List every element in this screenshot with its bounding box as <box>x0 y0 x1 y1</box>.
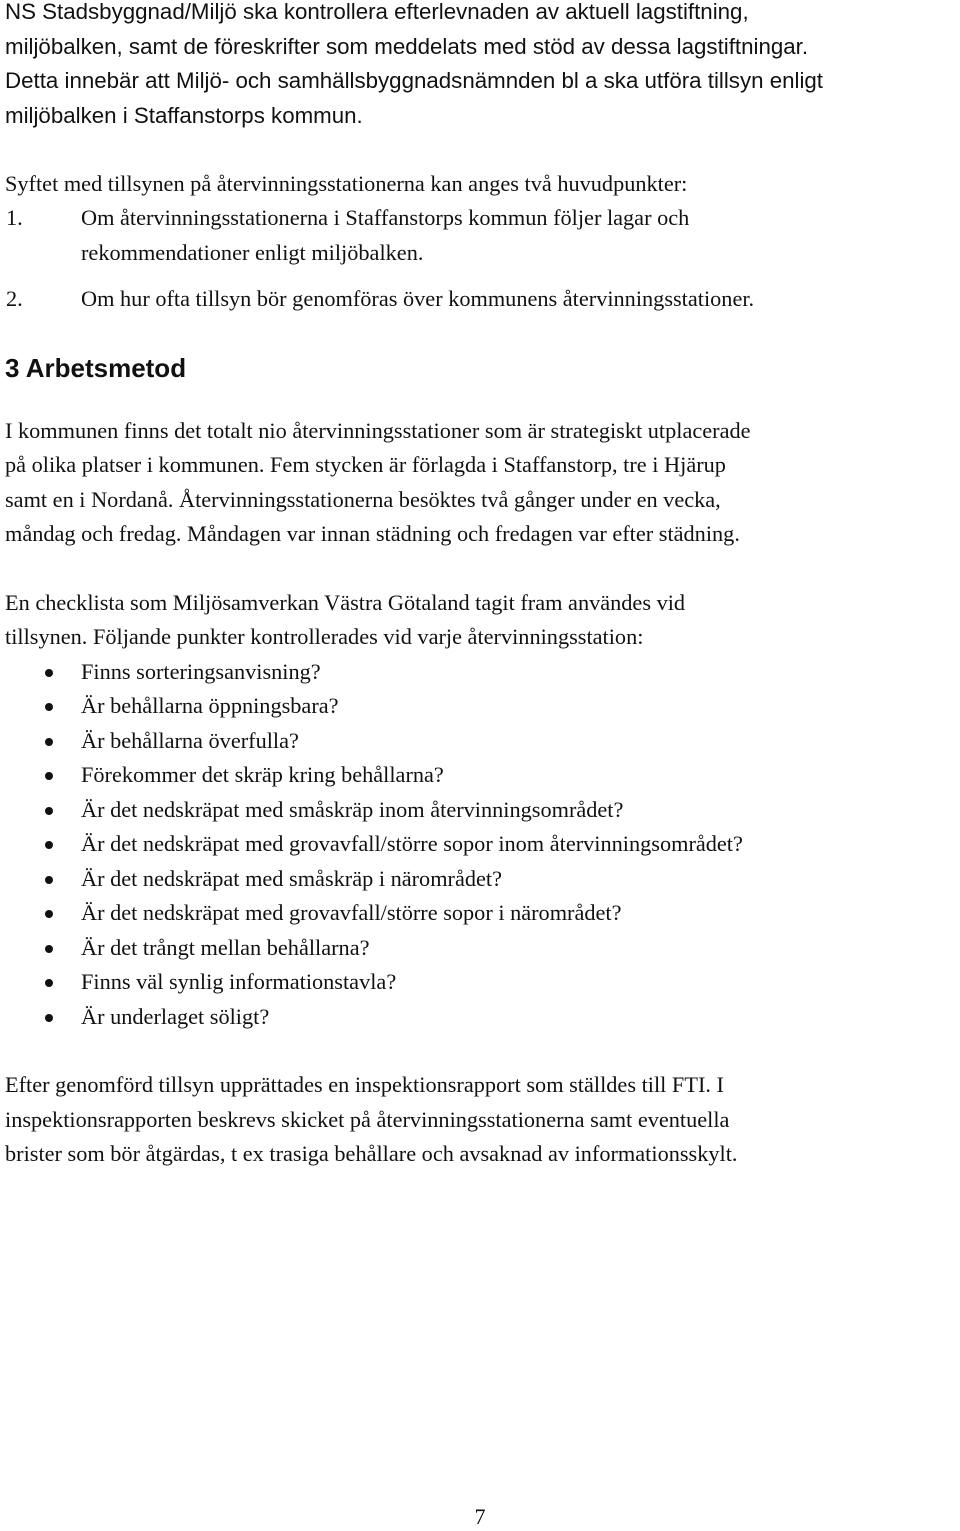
closing-paragraph <box>5 1068 960 1172</box>
section-heading: 3 Arbetsmetod <box>5 352 187 383</box>
checklist-item-text: Är det nedskräpat med grovavfall/större sopor i närområdet? <box>81 900 622 926</box>
bullet-icon <box>45 841 53 849</box>
checklist-item <box>5 965 960 1000</box>
checklist-item <box>5 758 960 793</box>
intro-line: miljöbalken i Staffanstorps kommun. <box>5 103 363 129</box>
intro-line: Detta innebär att Miljö- och samhällsbyggnadsnämnden bl a ska utföra tillsyn enligt <box>5 68 823 94</box>
checklist-intro-line: tillsynen. Följande punkter kontrollerades vid varje återvinningsstation: <box>5 624 644 650</box>
document-page <box>5 0 960 1172</box>
bullet-icon <box>45 979 53 987</box>
checklist-item <box>5 1000 960 1035</box>
bullet-icon <box>45 945 53 953</box>
closing-line: brister som bör åtgärdas, t ex trasiga behållare och avsaknad av informationsskylt. <box>5 1141 738 1167</box>
checklist-item <box>5 896 960 931</box>
closing-line: Efter genomförd tillsyn upprättades en inspektionsrapport som ställdes till FTI. I <box>5 1072 724 1098</box>
bullet-icon <box>45 772 53 780</box>
purpose-item-line: Om återvinningsstationerna i Staffanstorps kommun följer lagar och <box>81 205 690 231</box>
checklist-item <box>5 655 960 690</box>
method-paragraph <box>5 414 960 552</box>
bullet-icon <box>45 807 53 815</box>
intro-line: miljöbalken, samt de föreskrifter som meddelats med stöd av dessa lagstiftningar. <box>5 33 809 59</box>
checklist-item <box>5 793 960 828</box>
checklist-item <box>5 689 960 724</box>
intro-line: NS Stadsbyggnad/Miljö ska kontrollera efterlevnaden av aktuell lagstiftning, <box>5 0 749 24</box>
bullet-icon <box>45 910 53 918</box>
method-line: I kommunen finns det totalt nio återvinningsstationer som är strategiskt utplacerade <box>5 417 751 443</box>
checklist-item <box>5 724 960 759</box>
checklist-item-text: Förekommer det skräp kring behållarna? <box>81 762 444 788</box>
checklist <box>5 655 960 1035</box>
checklist-item-text: Är det nedskräpat med småskräp i närområdet? <box>81 865 503 891</box>
closing-line: inspektionsrapporten beskrevs skicket på återvinningsstationerna samt eventuella <box>5 1106 730 1132</box>
method-line: samt en i Nordanå. Återvinningsstationerna besöktes två gånger under en vecka, <box>5 486 721 512</box>
method-line: måndag och fredag. Måndagen var innan städning och fredagen var efter städning. <box>5 521 740 547</box>
checklist-item-text: Finns väl synlig informationstavla? <box>81 969 397 995</box>
checklist-item-text: Är det nedskräpat med småskräp inom återvinningsområdet? <box>81 796 624 822</box>
checklist-item-text: Finns sorteringsanvisning? <box>81 658 321 684</box>
bullet-icon <box>45 669 53 677</box>
checklist-item <box>5 931 960 966</box>
method-line: på olika platser i kommunen. Fem stycken är förlagda i Staffanstorp, tre i Hjärup <box>5 452 726 478</box>
checklist-item-text: Är behållarna överfulla? <box>81 727 299 753</box>
bullet-icon <box>45 1014 53 1022</box>
purpose-item <box>5 282 960 317</box>
purpose-item-number: 2. <box>6 286 23 312</box>
checklist-item-text: Är det trångt mellan behållarna? <box>81 934 370 960</box>
checklist-intro <box>5 586 960 655</box>
bullet-icon <box>45 738 53 746</box>
checklist-item-text: Är behållarna öppningsbara? <box>81 693 339 719</box>
bullet-icon <box>45 876 53 884</box>
purpose-list <box>5 201 960 317</box>
purpose-item-number: 1. <box>6 205 23 231</box>
checklist-item <box>5 862 960 897</box>
intro-paragraph <box>5 0 960 134</box>
page-number: 7 <box>474 1504 486 1529</box>
purpose-item-line: Om hur ofta tillsyn bör genomföras över kommunens återvinningsstationer. <box>81 286 755 312</box>
checklist-item <box>5 827 960 862</box>
bullet-icon <box>45 703 53 711</box>
purpose-item-line: rekommendationer enligt miljöbalken. <box>81 239 424 265</box>
checklist-item-text: Är det nedskräpat med grovavfall/större sopor inom återvinningsområdet? <box>81 831 743 857</box>
purpose-item <box>5 201 960 270</box>
purpose-intro: Syftet med tillsynen på återvinningsstationerna kan anges två huvudpunkter: <box>5 170 688 196</box>
checklist-intro-line: En checklista som Miljösamverkan Västra Götaland tagit fram användes vid <box>5 589 686 615</box>
checklist-item-text: Är underlaget söligt? <box>81 1003 270 1029</box>
